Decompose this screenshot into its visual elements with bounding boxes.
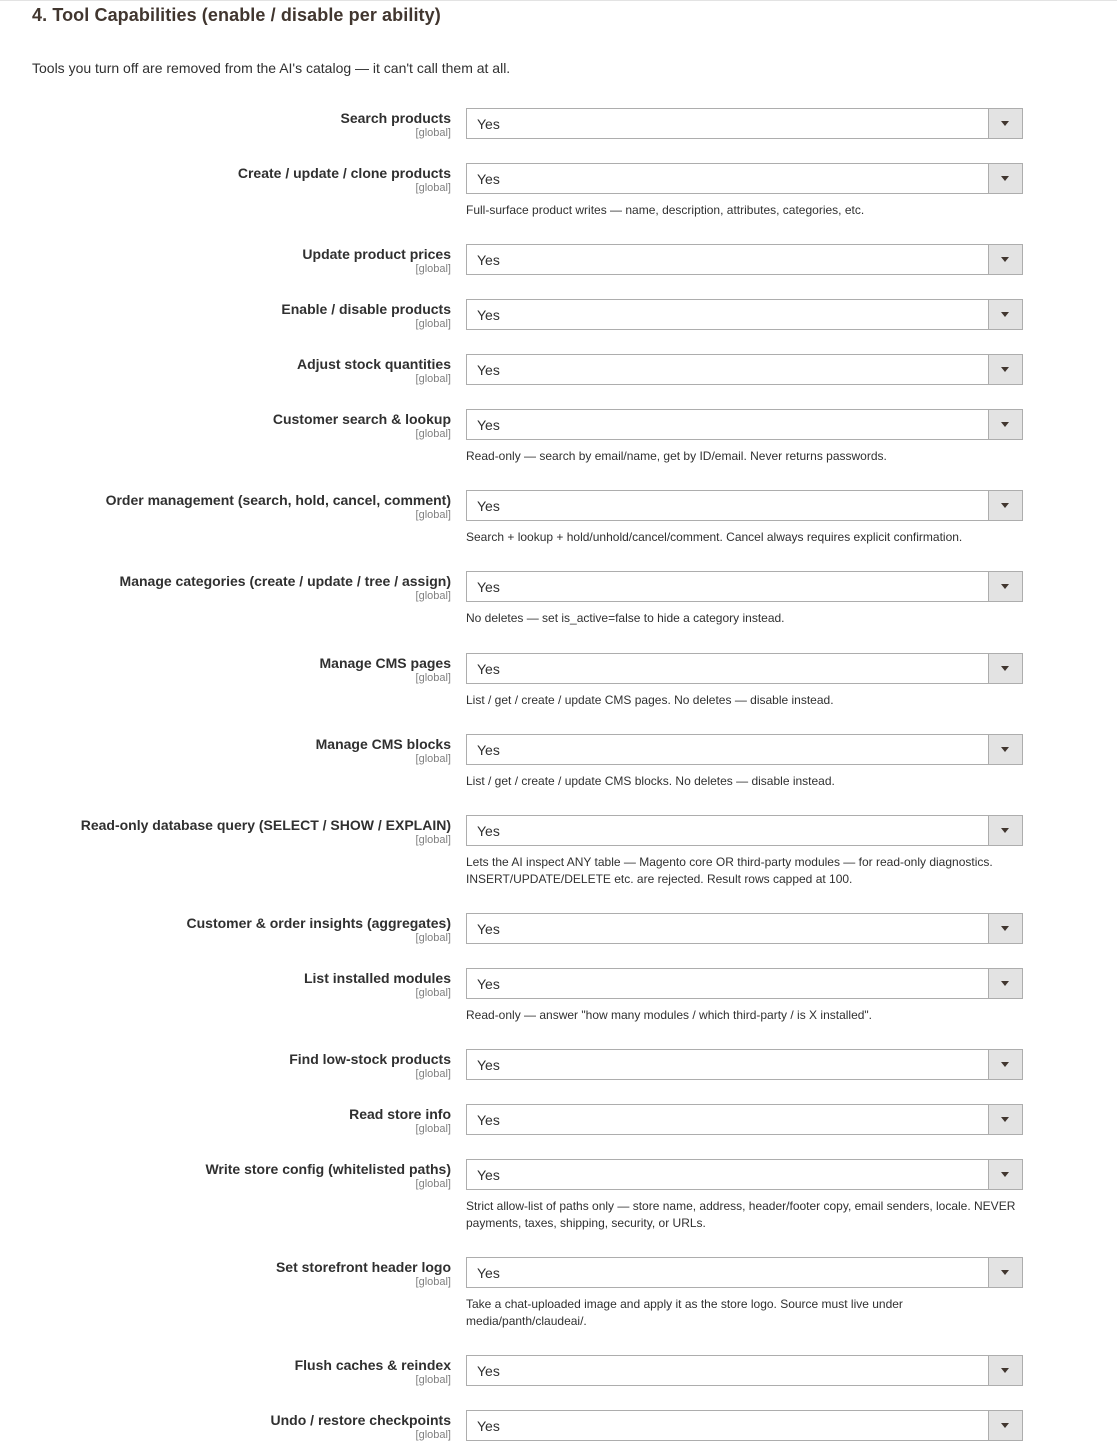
setting-note: List / get / create / update CMS pages. No deletes — disable instead.: [466, 693, 834, 707]
setting-label: [302, 246, 451, 275]
enable-select[interactable]: [466, 108, 1023, 139]
select-value: Yes: [477, 1112, 500, 1128]
chevron-down-icon[interactable]: [988, 1160, 1022, 1189]
setting-label-text: List installed modules: [303, 970, 451, 986]
setting-label-text: Order management (search, hold, cancel, comment): [105, 492, 451, 508]
setting-note: Read-only — search by email/name, get by ID/email. Never returns passwords.: [466, 449, 887, 463]
scope-label: [global]: [415, 263, 451, 275]
chevron-down-icon[interactable]: [988, 969, 1022, 998]
setting-note: Take a chat-uploaded image and apply it as the store logo. Source must live under media/panth/claudeai/.: [466, 1297, 903, 1328]
chevron-down-icon[interactable]: [988, 109, 1022, 138]
setting-label-text: Search products: [340, 110, 451, 126]
setting-label: [81, 817, 451, 846]
chevron-down-icon[interactable]: [988, 914, 1022, 943]
setting-label: [187, 915, 452, 944]
scope-label: [global]: [415, 987, 451, 999]
setting-label-text: Undo / restore checkpoints: [270, 1412, 451, 1428]
scope-label: [global]: [415, 1123, 451, 1135]
setting-label: [238, 165, 451, 194]
select-value: Yes: [477, 116, 500, 132]
chevron-down-icon[interactable]: [988, 1105, 1022, 1134]
setting-label-text: Manage CMS blocks: [315, 736, 451, 752]
chevron-down-icon[interactable]: [988, 816, 1022, 845]
setting-label-text: Customer & order insights (aggregates): [186, 915, 451, 931]
enable-select[interactable]: [466, 1410, 1023, 1441]
setting-label: [316, 736, 451, 765]
setting-label: [273, 411, 451, 440]
select-value: Yes: [477, 976, 500, 992]
chevron-down-icon[interactable]: [988, 572, 1022, 601]
chevron-down-icon[interactable]: [988, 735, 1022, 764]
setting-note: Full-surface product writes — name, description, attributes, categories, etc.: [466, 203, 865, 217]
setting-label-text: Find low-stock products: [289, 1051, 451, 1067]
chevron-down-icon[interactable]: [988, 300, 1022, 329]
setting-label: [304, 970, 451, 999]
enable-select[interactable]: [466, 1049, 1023, 1080]
chevron-down-icon[interactable]: [988, 491, 1022, 520]
enable-select[interactable]: [466, 913, 1023, 944]
enable-select[interactable]: [466, 490, 1023, 521]
setting-label: [276, 1259, 451, 1288]
chevron-down-icon[interactable]: [988, 410, 1022, 439]
scope-label: [global]: [415, 1178, 451, 1190]
scope-label: [global]: [415, 127, 451, 139]
enable-select[interactable]: [466, 409, 1023, 440]
select-value: Yes: [477, 1167, 500, 1183]
enable-select[interactable]: [466, 734, 1023, 765]
setting-label-text: Adjust stock quantities: [296, 356, 451, 372]
select-value: Yes: [477, 171, 500, 187]
enable-select[interactable]: [466, 354, 1023, 385]
setting-note: Read-only — answer "how many modules / which third-party / is X installed".: [466, 1008, 873, 1022]
select-value: Yes: [477, 498, 500, 514]
setting-label-text: Manage categories (create / update / tree / assign): [119, 573, 451, 589]
setting-note: Strict allow-list of paths only — store name, address, header/footer copy, email senders, locale. NEVER payments, taxes, shipping, security, or URLs.: [466, 1199, 1016, 1230]
setting-label: [320, 655, 451, 684]
scope-label: [global]: [415, 1276, 451, 1288]
setting-label: [120, 573, 451, 602]
enable-select[interactable]: [466, 968, 1023, 999]
scope-label: [global]: [415, 182, 451, 194]
select-value: Yes: [477, 362, 500, 378]
setting-note: Lets the AI inspect ANY table — Magento core OR third-party modules — for read-only diagnostics. INSERT/UPDATE/DELETE etc. are rejected. Result rows capped at 100.: [466, 855, 993, 886]
setting-label-text: Flush caches & reindex: [294, 1357, 451, 1373]
setting-label: [106, 492, 451, 521]
enable-select[interactable]: [466, 299, 1023, 330]
setting-label: [289, 1051, 451, 1080]
scope-label: [global]: [415, 318, 451, 330]
select-value: Yes: [477, 661, 500, 677]
setting-label-text: Update product prices: [302, 246, 451, 262]
setting-label: [281, 301, 451, 330]
scope-label: [global]: [415, 1374, 451, 1386]
select-value: Yes: [477, 1057, 500, 1073]
setting-label: [341, 110, 451, 139]
select-value: Yes: [477, 742, 500, 758]
section-top-divider: [0, 0, 1117, 1]
enable-select[interactable]: [466, 1355, 1023, 1386]
enable-select[interactable]: [466, 571, 1023, 602]
setting-label-text: Write store config (whitelisted paths): [205, 1161, 451, 1177]
setting-label-text: Set storefront header logo: [275, 1259, 451, 1275]
enable-select[interactable]: [466, 653, 1023, 684]
setting-label: [295, 1357, 451, 1386]
setting-label: [297, 356, 451, 385]
chevron-down-icon[interactable]: [988, 245, 1022, 274]
chevron-down-icon[interactable]: [988, 654, 1022, 683]
chevron-down-icon[interactable]: [988, 1411, 1022, 1440]
setting-label-text: Create / update / clone products: [237, 165, 451, 181]
chevron-down-icon[interactable]: [988, 355, 1022, 384]
select-value: Yes: [477, 307, 500, 323]
scope-label: [global]: [415, 753, 451, 765]
setting-label: [349, 1106, 451, 1135]
enable-select[interactable]: [466, 1104, 1023, 1135]
chevron-down-icon[interactable]: [988, 1356, 1022, 1385]
select-value: Yes: [477, 579, 500, 595]
enable-select[interactable]: [466, 244, 1023, 275]
enable-select[interactable]: [466, 163, 1023, 194]
setting-label-text: Customer search & lookup: [272, 411, 451, 427]
setting-note: Search + lookup + hold/unhold/cancel/comment. Cancel always requires explicit confirmation.: [466, 530, 963, 544]
setting-note: No deletes — set is_active=false to hide a category instead.: [466, 611, 785, 625]
setting-label-text: Read store info: [349, 1106, 451, 1122]
section-description: Tools you turn off are removed from the AI's catalog — it can't call them at all.: [32, 60, 511, 76]
scope-label: [global]: [415, 834, 451, 846]
setting-label-text: Read-only database query (SELECT / SHOW / EXPLAIN): [80, 817, 451, 833]
setting-label-text: Manage CMS pages: [319, 655, 451, 671]
scope-label: [global]: [415, 373, 451, 385]
chevron-down-icon[interactable]: [988, 164, 1022, 193]
select-value: Yes: [477, 921, 500, 937]
scope-label: [global]: [415, 672, 451, 684]
chevron-down-icon[interactable]: [988, 1050, 1022, 1079]
chevron-down-icon[interactable]: [988, 1258, 1022, 1287]
enable-select[interactable]: [466, 815, 1023, 846]
scope-label: [global]: [415, 932, 451, 944]
scope-label: [global]: [415, 1068, 451, 1080]
section-title: 4. Tool Capabilities (enable / disable per ability): [32, 5, 441, 25]
select-value: Yes: [477, 417, 500, 433]
select-value: Yes: [477, 823, 500, 839]
setting-label: [271, 1412, 451, 1441]
scope-label: [global]: [415, 509, 451, 521]
select-value: Yes: [477, 1265, 500, 1281]
setting-label: [205, 1161, 451, 1190]
setting-label-text: Enable / disable products: [281, 301, 451, 317]
setting-note: List / get / create / update CMS blocks. No deletes — disable instead.: [466, 774, 835, 788]
select-value: Yes: [477, 1363, 500, 1379]
select-value: Yes: [477, 1418, 500, 1434]
enable-select[interactable]: [466, 1159, 1023, 1190]
scope-label: [global]: [415, 1429, 451, 1441]
select-value: Yes: [477, 252, 500, 268]
enable-select[interactable]: [466, 1257, 1023, 1288]
scope-label: [global]: [415, 428, 451, 440]
scope-label: [global]: [415, 590, 451, 602]
